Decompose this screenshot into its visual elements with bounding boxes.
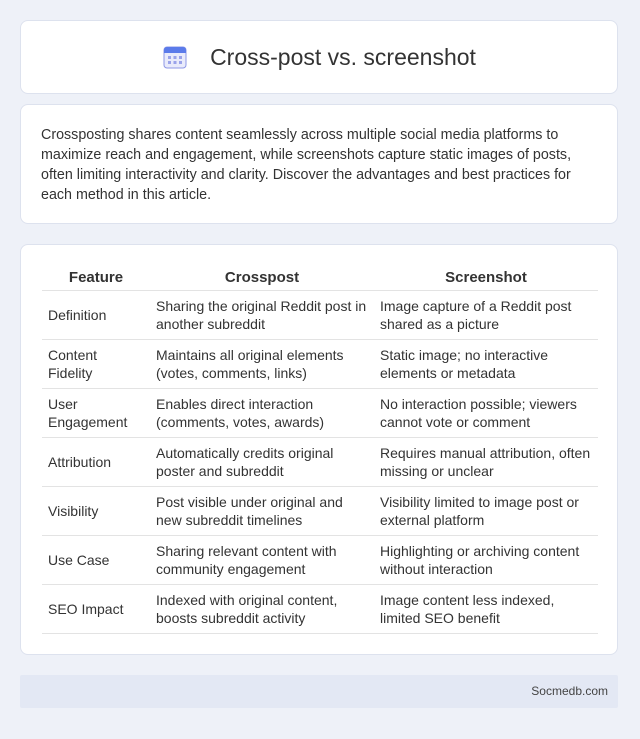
table-cell: Image content less indexed, limited SEO benefit [374,585,598,634]
table-cell: Image capture of a Reddit post shared as a picture [374,291,598,340]
table-cell: Maintains all original elements (votes, comments, links) [150,340,374,389]
table-cell: Post visible under original and new subreddit timelines [150,487,374,536]
table-cell: Visibility limited to image post or external platform [374,487,598,536]
table-row [42,340,598,389]
table-cell: Highlighting or archiving content without interaction [374,536,598,585]
table-cell: SEO Impact [42,585,150,634]
table-cell: Indexed with original content, boosts subreddit activity [150,585,374,634]
table-cell: Attribution [42,438,150,487]
comparison-card [20,244,618,655]
table-cell: Content Fidelity [42,340,150,389]
column-header: Screenshot [374,265,598,291]
table-row [42,536,598,585]
table-row [42,291,598,340]
table-cell: Definition [42,291,150,340]
column-header: Feature [42,265,150,291]
table-cell: Visibility [42,487,150,536]
table-cell: Enables direct interaction (comments, votes, awards) [150,389,374,438]
intro-card [20,104,618,224]
table-row [42,389,598,438]
table-cell: Sharing relevant content with community engagement [150,536,374,585]
column-header: Crosspost [150,265,374,291]
comparison-table [42,265,598,634]
calendar-icon [162,44,188,70]
table-cell: User Engagement [42,389,150,438]
intro-text: Crossposting shares content seamlessly across multiple social media platforms to maximize reach and engagement, while screenshots capture static images of posts, often limiting interactivity and clarity. Discover the advantages and best practices for each method in this article. [41,127,572,203]
footer-site-link[interactable]: Socmedb.com [531,684,608,698]
page-title: Cross-post vs. screenshot [210,43,476,70]
footer [20,675,618,708]
table-cell: No interaction possible; viewers cannot vote or comment [374,389,598,438]
table-header-row [42,265,598,291]
table-cell: Automatically credits original poster and subreddit [150,438,374,487]
table-cell: Static image; no interactive elements or metadata [374,340,598,389]
table-cell: Sharing the original Reddit post in another subreddit [150,291,374,340]
table-cell: Requires manual attribution, often missing or unclear [374,438,598,487]
table-cell: Use Case [42,536,150,585]
table-row [42,438,598,487]
table-row [42,585,598,634]
title-card [20,20,618,94]
table-row [42,487,598,536]
